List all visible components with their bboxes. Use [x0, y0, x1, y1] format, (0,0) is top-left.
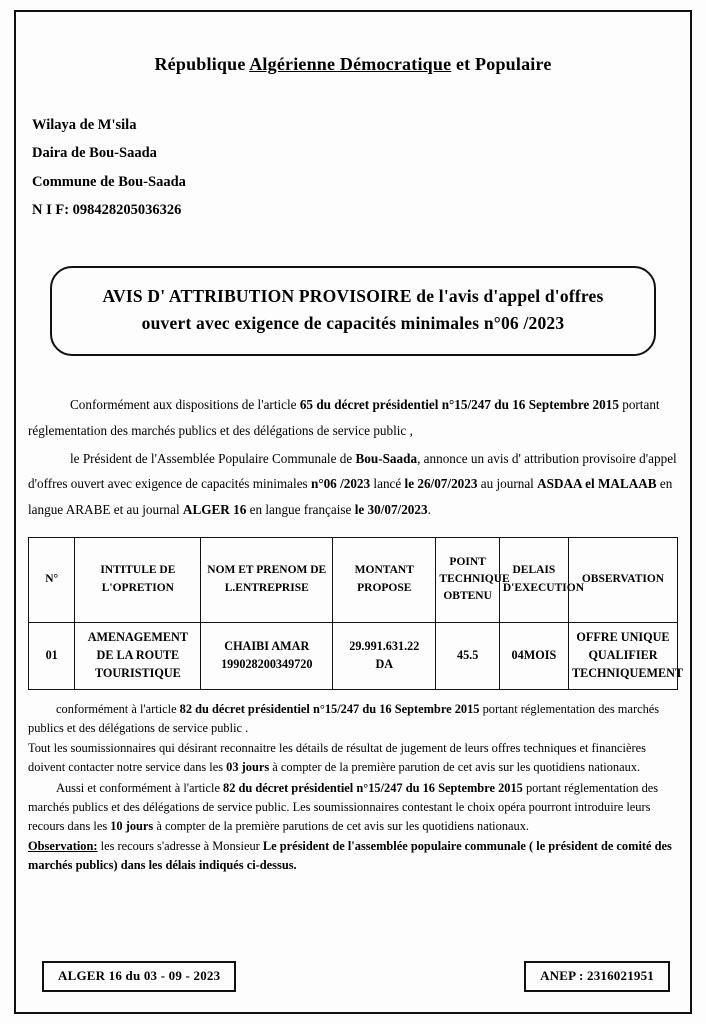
p2-c: , annonce un avis d' attribution provisoire d'appel d'offres ouvert avec exigence de capacités minimales	[28, 450, 677, 492]
entreprise-name: CHAIBI AMAR	[224, 639, 310, 654]
p2-a: le Président de l'Assemblée Populaire Communale de	[70, 450, 356, 466]
p1-c: portant réglementation des marchés publics et des délégations de service public ,	[28, 397, 660, 438]
p2-k: en langue française	[246, 502, 355, 517]
awards-table	[28, 537, 684, 690]
cell-montant	[333, 622, 436, 689]
org-line-wilaya: Wilaya de M'sila	[32, 117, 137, 133]
paragraph-1	[28, 392, 678, 443]
notice-line-2: ouvert avec exigence de capacités minimales n°06 /2023	[141, 313, 565, 334]
f3-c: portant réglementation des marchés publics et des délégations de service public. Les soumissionnaires contestant le choix opéra pourront introduire leurs recours dans les	[28, 780, 659, 834]
p1-a: Conformément aux dispositions de l'article	[70, 397, 300, 413]
f4-b: Le président de l'assemblée populaire communale ( le président de comité des marchés publics) dans les délais indiqués ci-dessus.	[28, 839, 672, 873]
f4-label: Observation:	[28, 839, 98, 854]
notice-line-1: AVIS D' ATTRIBUTION PROVISOIRE de l'avis d'appel d'offres	[102, 286, 604, 307]
f4-a: les recours s'adresse à Monsieur	[97, 839, 263, 854]
f3-a: Aussi et conformément à l'article	[56, 780, 224, 795]
cell-point-technique: 45.5	[436, 622, 499, 689]
footer-publication: ALGER 16 du 03 - 09 - 2023	[42, 961, 236, 992]
footnote-2	[28, 739, 678, 777]
f1-a: conformément à l'article	[56, 701, 180, 716]
p1-b: 65 du décret présidentiel n°15/247 du 16 Septembre 2015	[299, 397, 619, 413]
entreprise-id: 199028200349720	[221, 656, 313, 671]
footnote-3	[28, 779, 678, 837]
header-point-technique: POINT TECHNIQUE OBTENU	[436, 537, 499, 622]
page-title	[28, 54, 678, 75]
header-observation: OBSERVATION	[568, 537, 677, 622]
f1-b: 82 du décret présidentiel n°15/247 du 16 Septembre 2015	[179, 701, 480, 716]
f1-c: portant réglementation des marchés publics et des délégations de service public .	[28, 701, 660, 735]
cell-operation: AMENAGEMENT DE LA ROUTE TOURISTIQUE	[75, 622, 201, 689]
f2-c: à compter de la première parution de cet avis sur les quotidiens nationaux.	[269, 760, 641, 775]
title-prefix: République	[154, 54, 250, 74]
p2-j: ALGER 16	[182, 502, 247, 517]
body-text	[28, 392, 678, 523]
table-row	[29, 622, 678, 689]
org-line-commune: Commune de Bou-Saada	[32, 173, 186, 190]
header-no: N°	[29, 537, 75, 622]
p2-h: ASDAA el MALAAB	[537, 476, 657, 492]
p2-e: lancé	[370, 476, 405, 492]
montant-value: 29.991.631.22	[349, 639, 420, 654]
header-montant: MONTANT PROPOSE	[333, 537, 436, 622]
page-content	[28, 26, 684, 998]
p2-m: .	[427, 502, 431, 517]
montant-currency: DA	[375, 656, 394, 671]
notice-box	[50, 266, 656, 356]
header-entreprise: NOM ET PRENOM DE L.ENTREPRISE	[201, 537, 333, 622]
cell-delais: 04MOIS	[499, 622, 568, 689]
p2-i: en langue ARABE et au journal	[28, 476, 673, 517]
p2-f: le 26/07/2023	[404, 476, 478, 492]
table-header-row	[29, 537, 678, 622]
footnote-4	[28, 837, 678, 875]
header-delais: DELAIS D'EXECUTION	[499, 537, 568, 622]
f2-a: Tout les soumissionnaires qui désirant reconnaitre les détails de résultat de jugement de leurs offres techniques et financières doivent contacter notre service dans les	[28, 741, 646, 775]
footnote-1	[28, 700, 678, 738]
f2-b: 03 jours	[226, 760, 270, 775]
p2-b: Bou-Saada	[355, 450, 418, 466]
header-operation: INTITULE DE L'OPRETION	[75, 537, 201, 622]
p2-d: n°06 /2023	[310, 476, 371, 492]
f3-b: 82 du décret présidentiel n°15/247 du 16 Septembre 2015	[223, 780, 523, 795]
title-underlined: Algérienne Démocratique	[249, 54, 452, 74]
paragraph-2	[28, 446, 678, 523]
footer-bar	[28, 961, 678, 992]
f3-e: à compter de la première parutions de cet avis sur les quotidiens nationaux.	[153, 819, 529, 834]
title-suffix: et Populaire	[451, 54, 552, 74]
p2-g: au journal	[477, 476, 538, 492]
p2-l: le 30/07/2023	[354, 502, 428, 517]
footer-anep: ANEP : 2316021951	[524, 961, 670, 992]
org-line-daira: Daira de Bou-Saada	[32, 145, 157, 162]
footnotes	[28, 700, 678, 876]
cell-entreprise	[201, 622, 333, 689]
cell-no: 01	[29, 622, 75, 689]
cell-observation: OFFRE UNIQUE QUALIFIER TECHNIQUEMENT	[568, 622, 677, 689]
org-line-nif: N I F: 098428205036326	[32, 201, 182, 218]
f3-d: 10 jours	[110, 819, 154, 834]
organization-block	[28, 111, 678, 224]
